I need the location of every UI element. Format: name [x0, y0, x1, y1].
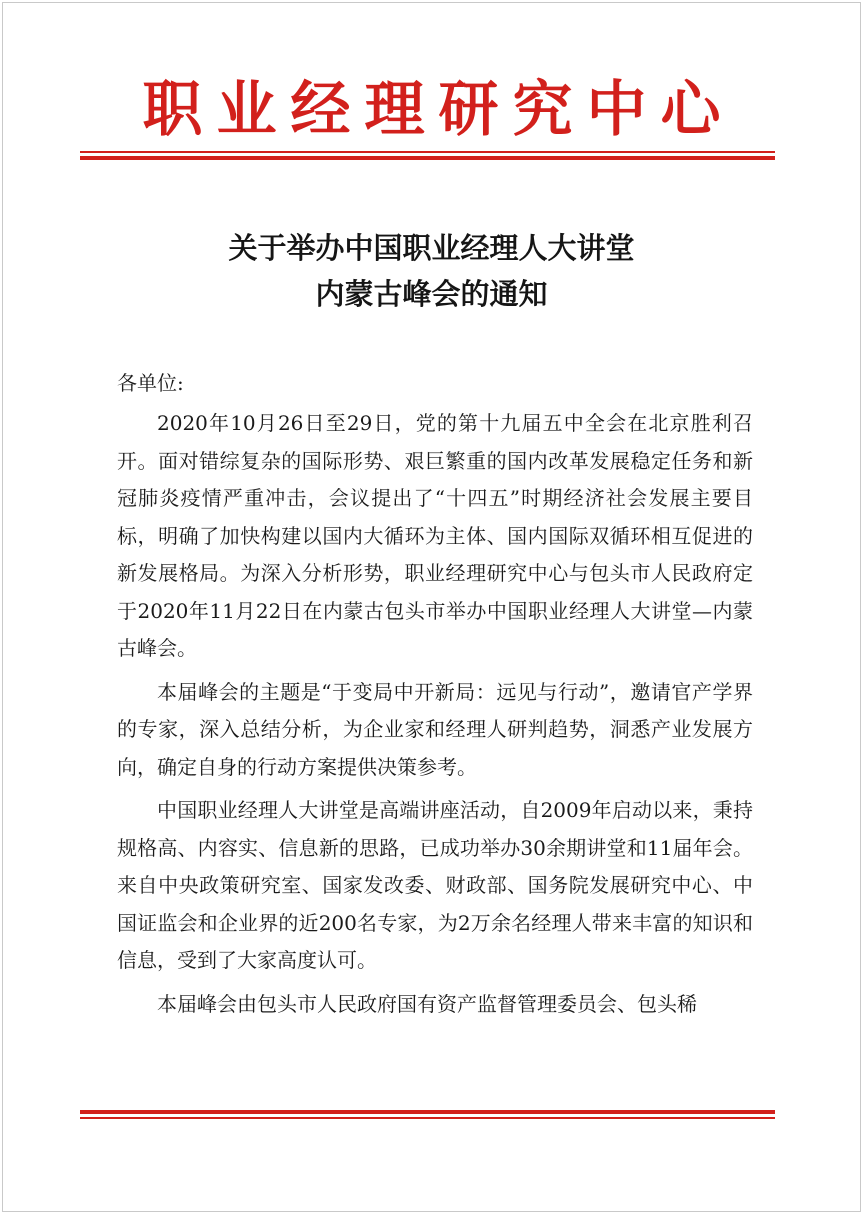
body-paragraph-3: 中国职业经理人大讲堂是高端讲座活动，自2009年启动以来，秉持规格高、内容实、信息新的思路，已成功举办30余期讲堂和11届年会。来自中央政策研究室、国家发改委、财政部、国务院发展研究中心、中国证监会和企业界的近200名专家，为2万余名经理人带来丰富的知识和信息，受到了大家高度认可。: [117, 798, 753, 972]
letterhead-title: 职业经理研究中心: [142, 75, 735, 145]
salutation: 各单位:: [117, 371, 184, 395]
notice-body: [117, 405, 753, 1029]
letterhead-rule-thick: [80, 156, 775, 160]
body-paragraph-4: 本届峰会由包头市人民政府国有资产监督管理委员会、包头稀: [157, 991, 697, 1016]
body-paragraph-1: 2020年10月26日至29日，党的第十九届五中全会在北京胜利召开。面对错综复杂的国际形势、艰巨繁重的国内改革发展稳定任务和新冠肺炎疫情严重冲击，会议提出了“十四五”时期经济社会发展主要目标，明确了加快构建以国内大循环为主体、国内国际双循环相互促进的新发展格局。为深入分析形势，职业经理研究中心与包头市人民政府定于2020年11月22日在内蒙古包头市举办中国职业经理人大讲堂—内蒙古峰会。: [117, 411, 753, 660]
notice-title-line-2: 内蒙古峰会的通知: [315, 277, 548, 311]
footer-rule-thin: [80, 1117, 775, 1119]
letterhead-rule-thin: [80, 151, 775, 153]
notice-title: [60, 225, 803, 317]
body-paragraph-2: 本届峰会的主题是“于变局中开新局：远见与行动”，邀请官产学界的专家，深入总结分析，为企业家和经理人研判趋势，洞悉产业发展方向，确定自身的行动方案提供决策参考。: [117, 679, 753, 779]
footer-rule-thick: [80, 1110, 775, 1114]
notice-title-line-1: 关于举办中国职业经理人大讲堂: [228, 231, 635, 265]
